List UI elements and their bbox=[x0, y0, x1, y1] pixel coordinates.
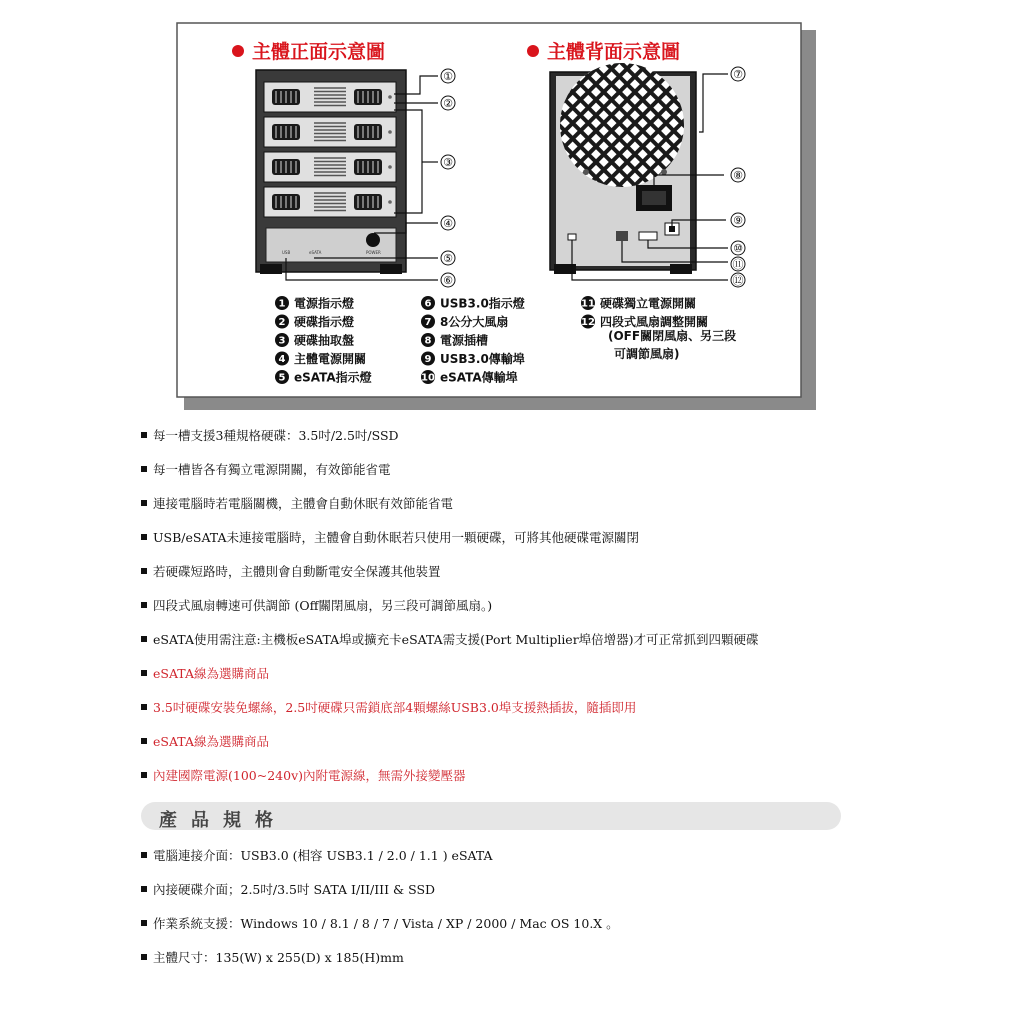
list-item-text: USB/eSATA未連接電腦時，主體會自動休眠若只使用一顆硬碟，可將其他硬碟電源關閉 bbox=[153, 530, 639, 545]
callout-3: ③ bbox=[443, 156, 453, 169]
list-item bbox=[141, 632, 759, 648]
list-item-text: 每一槽皆各有獨立電源開關，有效節能省電 bbox=[153, 462, 391, 477]
list-item-text: 若硬碟短路時，主體則會自動斷電安全保護其他裝置 bbox=[153, 564, 441, 579]
bullet-square-icon bbox=[141, 886, 147, 892]
list-item bbox=[141, 950, 404, 966]
spec-section-title: 產品規格 bbox=[159, 810, 287, 831]
bullet-square-icon bbox=[141, 568, 147, 574]
legend-label: USB3.0傳輸埠 bbox=[440, 352, 525, 366]
callout-6: ⑥ bbox=[443, 274, 453, 287]
bullet-square-icon bbox=[141, 704, 147, 710]
legend-label: 硬碟指示燈 bbox=[294, 315, 355, 329]
bullet-square-icon bbox=[141, 432, 147, 438]
list-item bbox=[141, 428, 399, 444]
callout-12: ⑫ bbox=[732, 274, 744, 287]
legend-number: 10 bbox=[421, 372, 435, 384]
callout-9: ⑨ bbox=[733, 214, 743, 227]
bullet-square-icon bbox=[141, 738, 147, 744]
legend-label: 8公分大風扇 bbox=[440, 315, 509, 329]
legend-number: 2 bbox=[278, 317, 286, 328]
legend-label: 四段式風扇調整開關 bbox=[600, 315, 709, 329]
back-view-title: 主體背面示意圖 bbox=[547, 41, 681, 63]
list-item bbox=[141, 700, 636, 716]
drive-tray bbox=[264, 152, 396, 182]
legend-number: 6 bbox=[424, 298, 432, 310]
power-label: POWER bbox=[366, 250, 381, 255]
bullet-square-icon bbox=[141, 636, 147, 642]
callout-4: ④ bbox=[443, 217, 453, 230]
list-item bbox=[141, 666, 269, 682]
list-item bbox=[141, 530, 639, 546]
callout-7: ⑦ bbox=[733, 68, 743, 81]
list-item-text: 主體尺寸：135(W) x 255(D) x 185(H)mm bbox=[153, 950, 404, 965]
front-unit-illustration bbox=[256, 70, 406, 274]
legend-number: 3 bbox=[278, 335, 286, 347]
legend-label: 主體電源開關 bbox=[294, 352, 367, 366]
drive-tray bbox=[264, 82, 396, 112]
drive-tray bbox=[264, 187, 396, 217]
esata-led-label: eSATA bbox=[309, 250, 322, 255]
legend-number: 12 bbox=[581, 317, 595, 328]
list-item-text: 電腦連接介面：USB3.0 (相容 USB3.1 / 2.0 / 1.1 ) eSATA bbox=[153, 848, 493, 863]
list-item-text: 3.5吋硬碟安裝免螺絲，2.5吋硬碟只需鎖底部4顆螺絲USB3.0埠支援熱插拔，隨插即用 bbox=[153, 700, 637, 715]
legend-number: 7 bbox=[424, 317, 432, 328]
legend-label: eSATA傳輸埠 bbox=[440, 370, 518, 385]
callout-8: ⑧ bbox=[733, 169, 743, 182]
callout-2: ② bbox=[443, 97, 453, 110]
legend-number: 11 bbox=[581, 298, 595, 310]
list-item bbox=[141, 462, 391, 478]
list-item-text: 內建國際電源(100~240v)內附電源線，無需外接變壓器 bbox=[153, 768, 466, 783]
bullet-square-icon bbox=[141, 534, 147, 540]
legend-label: 電源指示燈 bbox=[294, 296, 355, 311]
list-item bbox=[141, 882, 435, 898]
bullet-square-icon bbox=[141, 602, 147, 608]
list-item-text: eSATA使用需注意:主機板eSATA埠或擴充卡eSATA需支援(Port Multiplier埠倍增器)才可正常抓到四顆硬碟 bbox=[153, 632, 759, 647]
legend-note-line-1: (OFF關閉風扇、另三段 bbox=[608, 329, 737, 343]
list-item bbox=[141, 734, 269, 750]
bullet-square-icon bbox=[141, 466, 147, 472]
list-item bbox=[141, 916, 619, 932]
bullet-square-icon bbox=[141, 670, 147, 676]
legend-item bbox=[581, 314, 708, 329]
legend-note-line-2: 可調節風扇) bbox=[614, 347, 680, 361]
front-view-title: 主體正面示意圖 bbox=[252, 41, 386, 63]
product-diagram bbox=[176, 22, 818, 412]
callout-11: ⑪ bbox=[732, 258, 744, 271]
list-item bbox=[141, 598, 492, 614]
legend-number: 9 bbox=[424, 354, 432, 365]
list-item bbox=[141, 768, 466, 784]
legend-label: 硬碟抽取盤 bbox=[294, 333, 355, 348]
bullet-square-icon bbox=[141, 500, 147, 506]
bullet-square-icon bbox=[141, 954, 147, 960]
list-item-text: 內接硬碟介面；2.5吋/3.5吋 SATA I/II/III & SSD bbox=[153, 882, 436, 897]
list-item-text: 連接電腦時若電腦關機，主體會自動休眠有效節能省電 bbox=[153, 496, 454, 511]
usb-led-label: USB bbox=[282, 250, 291, 255]
legend-number: 1 bbox=[278, 298, 286, 310]
bullet-square-icon bbox=[141, 852, 147, 858]
list-item-text: 每一槽支援3種規格硬碟：3.5吋/2.5吋/SSD bbox=[153, 428, 399, 443]
legend-label: USB3.0指示燈 bbox=[440, 296, 525, 311]
legend-item bbox=[421, 333, 488, 348]
list-item bbox=[141, 848, 493, 864]
spec-section-banner bbox=[141, 802, 841, 830]
list-item bbox=[141, 496, 453, 512]
list-item-text: 作業系統支援：Windows 10 / 8.1 / 8 / 7 / Vista / XP / 2000 / Mac OS 10.X 。 bbox=[153, 916, 619, 931]
callout-1: ① bbox=[443, 70, 453, 83]
legend-label: eSATA指示燈 bbox=[294, 370, 372, 385]
legend-number: 5 bbox=[278, 372, 286, 384]
drive-tray bbox=[264, 117, 396, 147]
callout-10: ⑩ bbox=[733, 242, 743, 255]
list-item-text: eSATA線為選購商品 bbox=[153, 734, 269, 749]
legend-number: 4 bbox=[278, 354, 286, 365]
legend-label: 硬碟獨立電源開關 bbox=[600, 296, 697, 311]
bullet-square-icon bbox=[141, 920, 147, 926]
list-item bbox=[141, 564, 441, 580]
bullet-square-icon bbox=[141, 772, 147, 778]
list-item-text: 四段式風扇轉速可供調節 (Off關閉風扇，另三段可調節風扇。) bbox=[153, 598, 493, 613]
callout-5: ⑤ bbox=[443, 252, 453, 265]
legend-label: 電源插槽 bbox=[440, 333, 489, 348]
list-item-text: eSATA線為選購商品 bbox=[153, 666, 269, 681]
legend-number: 8 bbox=[424, 335, 432, 347]
